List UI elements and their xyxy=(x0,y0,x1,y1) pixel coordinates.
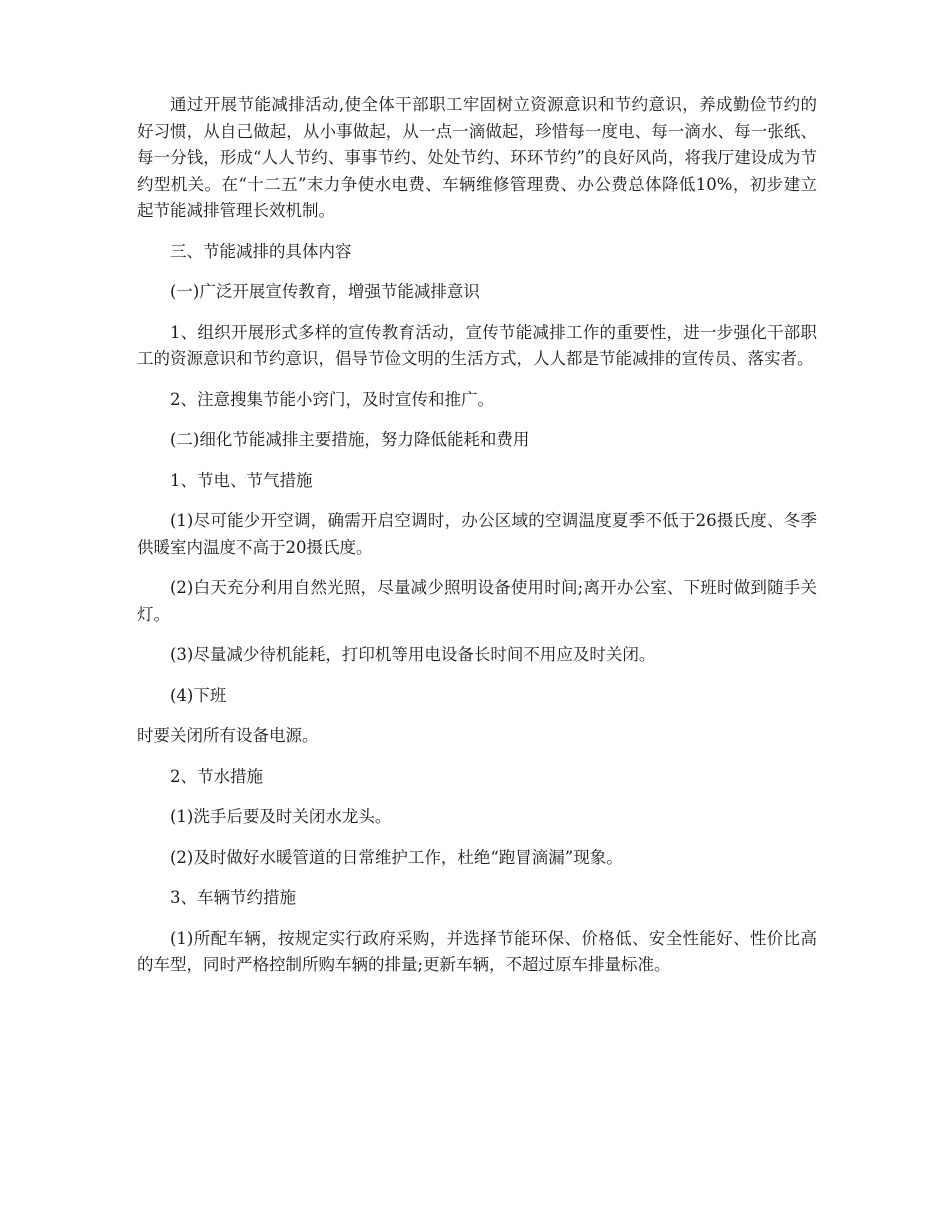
section-heading-3: 三、节能减排的具体内容 xyxy=(170,241,352,261)
subsection-heading-1: (一)广泛开展宣传教育，增强节能减排意识 xyxy=(170,282,480,301)
measure-item-lighting: (2)白天充分利用自然光照，尽量减少照明设备使用时间;离开办公室、下班时做到随手关灯。 xyxy=(137,578,817,624)
measure-item-faucet: (1)洗手后要及时关闭水龙头。 xyxy=(170,807,392,826)
measure-heading-water: 2、节水措施 xyxy=(170,766,263,786)
measure-item-offwork: (4)下班 xyxy=(170,685,227,705)
list-item-publicity-1: 1、组织开展形式多样的宣传教育活动，宣传节能减排工作的重要性，进一步强化干部职工的资源意识和节约意识，倡导节俭文明的生活方式，人人都是节能减排的宣传员、落实者。 xyxy=(137,322,817,368)
document-body xyxy=(137,92,817,993)
measure-item-pipes: (2)及时做好水暖管道的日常维护工作，杜绝“跑冒滴漏”现象。 xyxy=(170,847,623,867)
measure-item-standby: (3)尽量减少待机能耗，打印机等用电设备长时间不用应及时关闭。 xyxy=(170,645,656,664)
paragraph-goal: 通过开展节能减排活动,使全体干部职工牢固树立资源意识和节约意识，养成勤俭节约的好习惯，从自己做起，从小事做起，从一点一滴做起，珍惜每一度电、每一滴水、每一张纸、每一分钱，形成“人人节约、事事节约、处处节约、环环节约”的良好风尚，将我厅建设成为节约型机关。在“十二五”末力争使水电费、车辆维修管理费、办公费总体降低10%，初步建立起节能减排管理长效机制。 xyxy=(137,95,817,220)
list-item-publicity-2: 2、注意搜集节能小窍门，及时宣传和推广。 xyxy=(170,389,494,409)
measure-item-aircon: (1)尽可能少开空调，确需开启空调时，办公区域的空调温度夏季不低于26摄氏度、冬季供暖室内温度不高于20摄氏度。 xyxy=(137,511,817,557)
subsection-heading-2: (二)细化节能减排主要措施，努力降低能耗和费用 xyxy=(170,430,530,449)
measure-heading-vehicles: 3、车辆节约措施 xyxy=(170,888,296,907)
measure-heading-electricity: 1、节电、节气措施 xyxy=(170,470,313,490)
measure-item-vehicle-purchase: (1)所配车辆，按规定实行政府采购，并选择节能环保、价格低、安全性能好、性价比高的车型，同时严格控制所购车辆的排量;更新车辆，不超过原车排量标准。 xyxy=(137,928,817,974)
measure-item-offwork-continued: 时要关闭所有设备电源。 xyxy=(137,726,319,745)
